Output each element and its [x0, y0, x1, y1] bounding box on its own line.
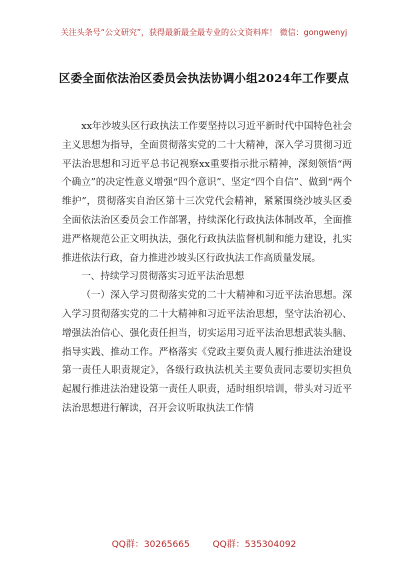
- section-heading: 一、持续学习贯彻落实习近平法治思想: [81, 271, 245, 283]
- footer-banner: [0, 537, 408, 550]
- document-title: 区委全面依法治区委员会执法协调小组2024年工作要点: [58, 71, 350, 85]
- header-banner: 关注头条号“公文研究”，获得最新最全最专业的公文资料库！ 微信：gongwenyj: [60, 28, 348, 37]
- subsection-paragraph: （一）深入学习贯彻落实党的二十大精神和习近平法治思想。深入学习贯彻落实党的二十大精神和习近平法治思想，坚守法治初心、增强法治信心、强化责任担当，切实运用习近平法治思想武装头脑、指导实践、推动工作。严格落实《党政主要负责人履行推进法治建设第一责任人职责规定》，各级行政执法机关主要负责同志要切实担负起履行推进法治建设第一责任人职责，适时组织培训，带头对习近平法治思想进行解读，召开会议听取执法工作情: [62, 290, 352, 414]
- qq-group-1: QQ群：30265665: [111, 540, 190, 550]
- qq-group-2: QQ群：535304092: [212, 540, 297, 550]
- intro-paragraph: xx年沙坡头区行政执法工作要坚持以习近平新时代中国特色社会主义思想为指导，全面贯彻落实党的二十大精神，深入学习贯彻习近平法治思想和习近平总书记视察xx重要指示批示精神，深刻领悟“两个确立”的决定性意义增强“四个意识”、坚定“四个自信”、做到“两个维护”，贯彻落实自治区第十三次党代会精神，紧紧围绕沙坡头区委全面依法治区委员会工作部署，持续深化行政执法体制改革，全面推进严格规范公正文明执法，强化行政执法监督机制和能力建设，扎实推进依法行政，奋力推进沙坡头区行政执法工作高质量发展。: [62, 121, 352, 264]
- document-body: [62, 118, 352, 419]
